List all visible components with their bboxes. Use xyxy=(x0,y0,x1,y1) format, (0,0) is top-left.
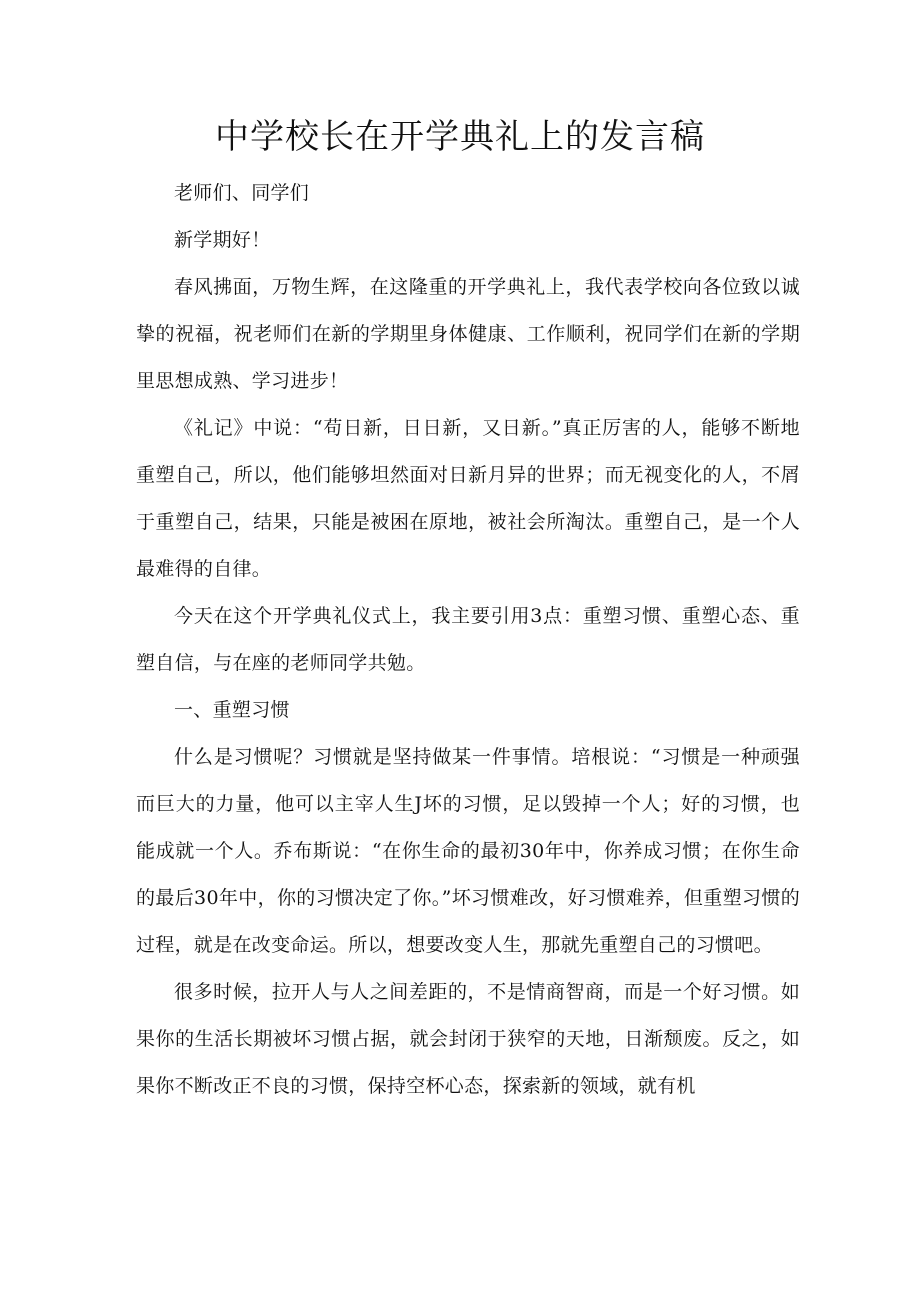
document-body xyxy=(136,170,800,1110)
section-heading-habits: 一、重塑习惯 xyxy=(174,699,290,721)
paragraph-liji-quote: 《礼记》中说：“苟日新，日日新，又日新。”真正厉害的人，能够不断地重塑自己，所以，他们能够坦然面对日新月异的世界；而无视变化的人，不屑于重塑自己，结果，只能是被困在原地，被社会所淘汰。重塑自己，是一个人最难得的自律。 xyxy=(136,417,800,580)
document-title: 中学校长在开学典礼上的发言稿 xyxy=(215,117,705,157)
paragraph-blessing: 春风拂面，万物生辉，在这隆重的开学典礼上，我代表学校向各位致以诚挚的祝福，祝老师们在新的学期里身体健康、工作顺利，祝同学们在新的学期里思想成熟、学习进步！ xyxy=(136,276,800,392)
paragraph-three-points: 今天在这个开学典礼仪式上，我主要引用3点：重塑习惯、重塑心态、重塑自信，与在座的老师同学共勉。 xyxy=(136,605,800,674)
greeting: 新学期好！ xyxy=(174,229,271,251)
salutation: 老师们、同学们 xyxy=(174,182,310,204)
paragraph-what-is-habit: 什么是习惯呢？习惯就是坚持做某一件事情。培根说：“习惯是一种顽强而巨大的力量，他可以主宰人生J坏的习惯，足以毁掉一个人；好的习惯，也能成就一个人。乔布斯说：“在你生命的最初30年中，你养成习惯；在你生命的最后30年中，你的习惯决定了你。”坏习惯难改，好习惯难养，但重塑习惯的过程，就是在改变命运。所以，想要改变人生，那就先重塑自己的习惯吧。 xyxy=(136,746,800,956)
paragraph-habit-gap: 很多时候，拉开人与人之间差距的，不是情商智商，而是一个好习惯。如果你的生活长期被坏习惯占据，就会封闭于狭窄的天地，日渐颓废。反之，如果你不断改正不良的习惯，保持空杯心态，探索新的领域，就有机 xyxy=(136,981,800,1097)
